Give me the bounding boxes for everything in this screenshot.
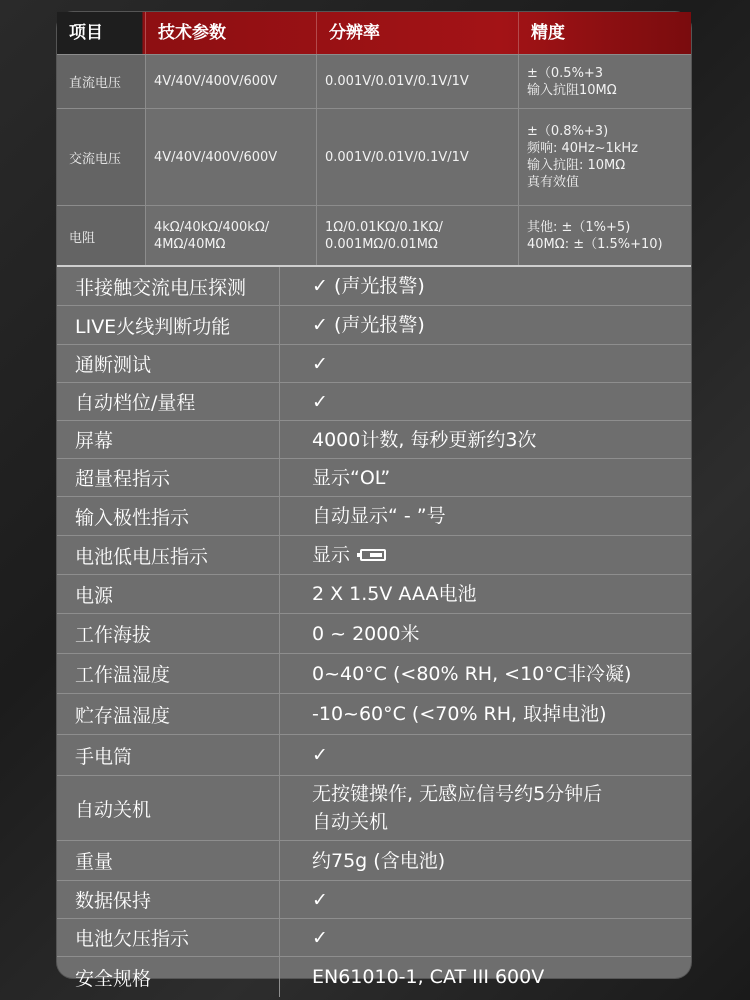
spec-accuracy xyxy=(519,109,691,205)
feature-name: 工作海拔 xyxy=(57,614,280,653)
low-battery-icon xyxy=(360,549,386,561)
feature-value: ✓ xyxy=(312,744,328,766)
feature-name: 手电筒 xyxy=(57,735,280,775)
header-accuracy: 精度 xyxy=(531,23,565,43)
feature-value: 0 ~ 2000米 xyxy=(312,622,420,645)
feature-row xyxy=(57,654,691,694)
feature-name: 非接触交流电压探测 xyxy=(57,267,280,305)
feature-row xyxy=(57,957,691,997)
spec-card xyxy=(57,12,691,990)
spec-row-resistance xyxy=(57,205,691,266)
feature-value: 4000计数, 每秒更新约3次 xyxy=(312,428,537,451)
feature-row xyxy=(57,383,691,421)
feature-row xyxy=(57,497,691,536)
feature-name: 数据保持 xyxy=(57,881,280,918)
feature-row xyxy=(57,306,691,345)
feature-value: ✓ xyxy=(312,926,328,949)
resolution-line: 0.001MΩ/0.01MΩ xyxy=(325,237,438,252)
feature-row xyxy=(57,614,691,654)
feature-value: ✓ xyxy=(312,390,328,413)
spec-item: 电阻 xyxy=(57,206,146,266)
feature-value: ✓ xyxy=(312,888,328,911)
accuracy-line: 输入抗阻: 10MΩ xyxy=(527,158,626,173)
spec-accuracy xyxy=(519,55,691,108)
feature-name: 输入极性指示 xyxy=(57,497,280,535)
feature-row xyxy=(57,841,691,881)
feature-row xyxy=(57,881,691,919)
feature-value: -10~60°C (<70% RH, 取掉电池) xyxy=(312,703,607,725)
spec-param: 4V/40V/400V/600V xyxy=(146,55,317,108)
accuracy-line: 频响: 40Hz~1kHz xyxy=(527,141,638,156)
feature-name: 屏幕 xyxy=(57,421,280,458)
feature-row xyxy=(57,267,691,306)
spec-param: 4V/40V/400V/600V xyxy=(146,109,317,205)
spec-item: 交流电压 xyxy=(57,109,146,205)
feature-row xyxy=(57,694,691,735)
feature-value: ✓ xyxy=(312,352,328,375)
accuracy-line: 输入抗阻10MΩ xyxy=(527,82,617,98)
feature-name: LIVE火线判断功能 xyxy=(57,306,280,344)
feature-value: ✓ (声光报警) xyxy=(312,314,425,336)
spec-item: 直流电压 xyxy=(57,55,146,108)
feature-row xyxy=(57,575,691,614)
spec-resolution: 0.001V/0.01V/0.1V/1V xyxy=(317,55,519,108)
accuracy-line: 40MΩ: ±（1.5%+10) xyxy=(527,237,663,252)
feature-value: EN61010-1, CAT III 600V xyxy=(312,966,545,988)
spec-resolution xyxy=(317,206,519,266)
feature-row xyxy=(57,459,691,497)
feature-value: ✓ (声光报警) xyxy=(312,275,425,297)
spec-row-dc-voltage xyxy=(57,54,691,108)
feature-name: 贮存温湿度 xyxy=(57,694,280,734)
spec-resolution: 0.001V/0.01V/0.1V/1V xyxy=(317,109,519,205)
header-resolution: 分辨率 xyxy=(317,12,519,54)
feature-name: 工作温湿度 xyxy=(57,654,280,693)
resolution-line: 1Ω/0.01KΩ/0.1KΩ/ xyxy=(325,220,443,235)
spec-accuracy xyxy=(519,206,691,266)
feature-name: 通断测试 xyxy=(57,345,280,382)
header-param: 技术参数 xyxy=(146,12,317,54)
feature-value: 约75g (含电池) xyxy=(312,849,446,872)
spec-param xyxy=(146,206,317,266)
param-line: 4MΩ/40MΩ xyxy=(154,237,226,252)
feature-value-line: 无按键操作, 无感应信号约5分钟后 xyxy=(312,783,603,805)
feature-name: 自动关机 xyxy=(57,776,280,840)
feature-name: 电源 xyxy=(57,575,280,613)
feature-value: 显示“OL” xyxy=(312,466,391,489)
accuracy-line: 其他: ±（1%+5) xyxy=(527,220,631,235)
feature-name: 超量程指示 xyxy=(57,459,280,496)
accuracy-line: ±（0.5%+3 xyxy=(527,65,604,81)
feature-table xyxy=(57,265,691,997)
feature-row xyxy=(57,735,691,776)
feature-value: 自动显示“ - ”号 xyxy=(312,505,446,527)
accuracy-line: 真有效值 xyxy=(527,175,580,190)
feature-name: 安全规格 xyxy=(57,957,280,997)
feature-value-line: 自动关机 xyxy=(312,811,389,833)
feature-row xyxy=(57,345,691,383)
feature-value-text: 显示 xyxy=(312,544,351,566)
feature-value xyxy=(280,536,691,574)
feature-name: 自动档位/量程 xyxy=(57,383,280,420)
feature-name: 重量 xyxy=(57,841,280,880)
feature-value: 2 X 1.5V AAA电池 xyxy=(312,583,477,605)
feature-value xyxy=(280,776,691,840)
header-item: 项目 xyxy=(57,12,146,54)
feature-row xyxy=(57,421,691,459)
feature-value: 0~40°C (<80% RH, <10°C非冷凝) xyxy=(312,662,632,685)
feature-name: 电池低电压指示 xyxy=(57,536,280,574)
accuracy-line: ±（0.8%+3) xyxy=(527,124,609,139)
spec-table xyxy=(57,12,691,266)
spec-row-ac-voltage xyxy=(57,108,691,205)
feature-name: 电池欠压指示 xyxy=(57,919,280,956)
spec-table-header xyxy=(57,12,691,54)
param-line: 4kΩ/40kΩ/400kΩ/ xyxy=(154,220,270,235)
feature-row xyxy=(57,919,691,957)
feature-row xyxy=(57,776,691,841)
feature-row xyxy=(57,536,691,575)
